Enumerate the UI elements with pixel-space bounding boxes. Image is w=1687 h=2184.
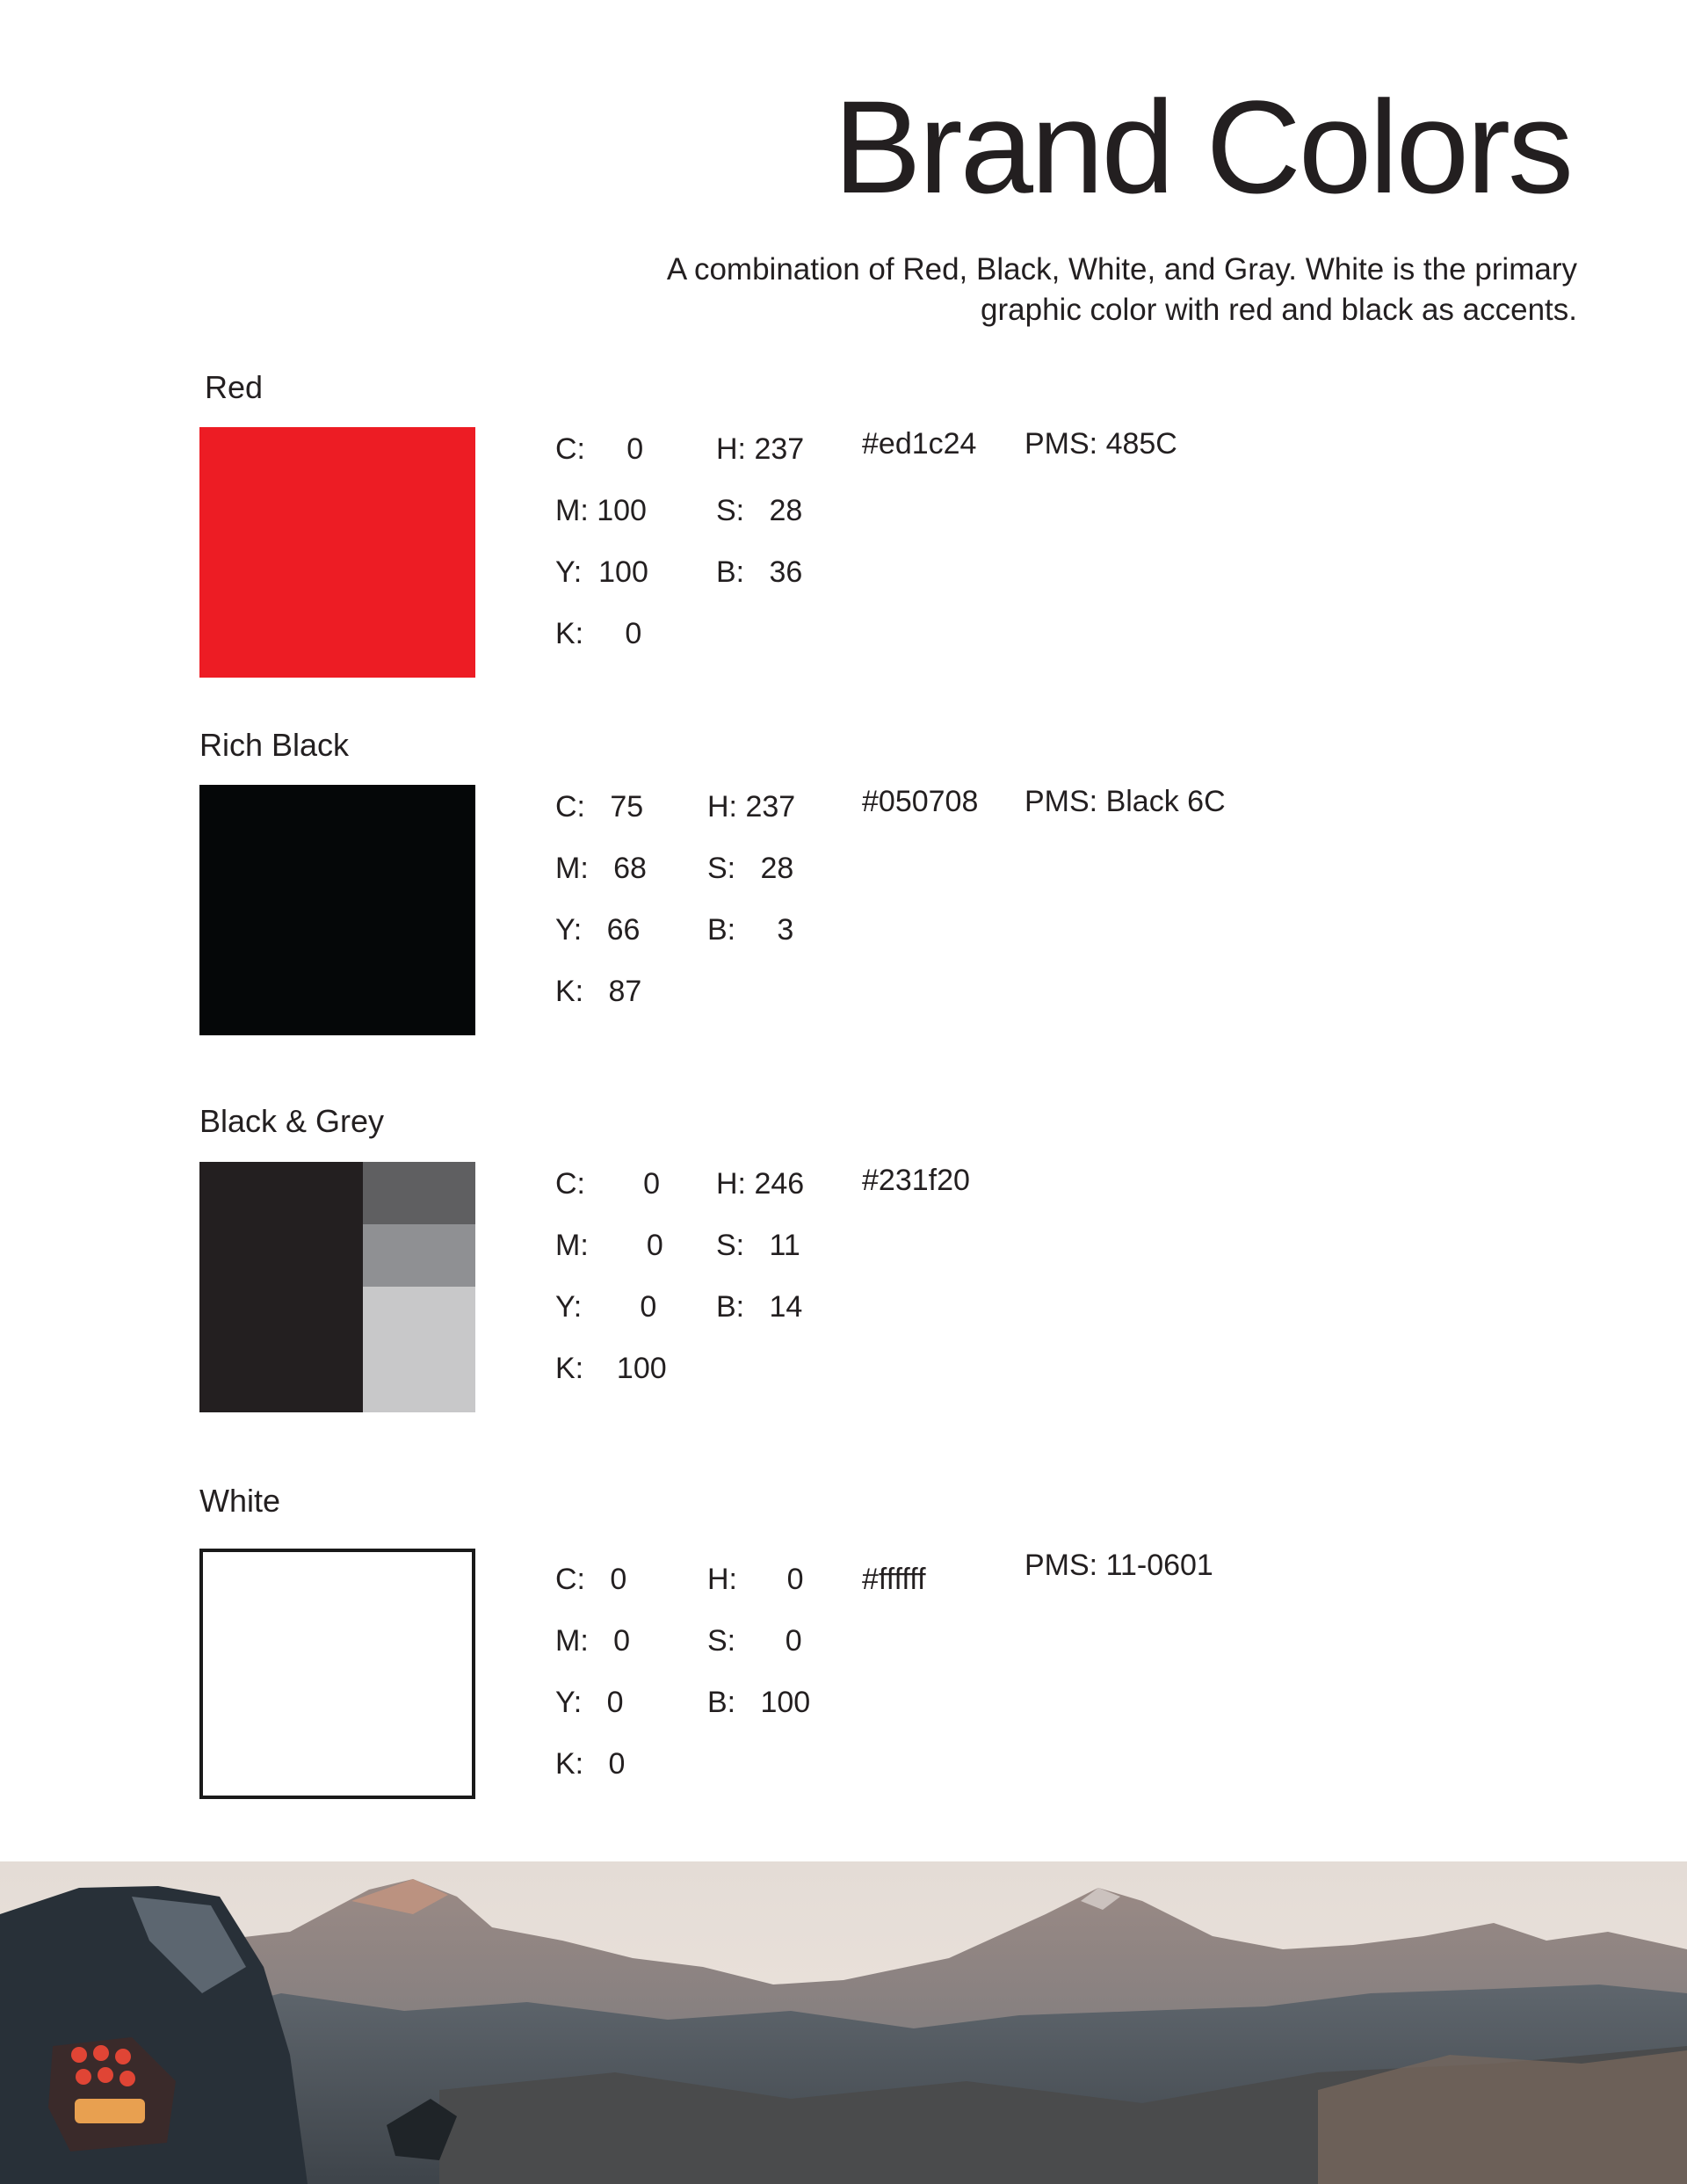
cmyk-y: Y: 100 bbox=[555, 555, 648, 589]
hsb-b: B: 3 bbox=[707, 913, 794, 947]
subtitle-line-1: A combination of Red, Black, White, and Gray. White is the primary bbox=[666, 252, 1577, 287]
cmyk-y: Y: 66 bbox=[555, 913, 641, 947]
hsb-b: B: 14 bbox=[716, 1290, 803, 1324]
hsb-s: S: 28 bbox=[716, 494, 803, 527]
pms-code: PMS: 11-0601 bbox=[1025, 1549, 1213, 1582]
hsb-h: H: 0 bbox=[707, 1563, 804, 1596]
grey-tint-light bbox=[363, 1287, 475, 1412]
hex-code: #231f20 bbox=[862, 1164, 970, 1197]
hsb-s: S: 0 bbox=[707, 1624, 802, 1658]
page-subtitle bbox=[611, 250, 1577, 330]
black-grey-swatch bbox=[199, 1162, 475, 1412]
cmyk-k: K: 0 bbox=[555, 617, 642, 650]
hsb-s: S: 11 bbox=[716, 1229, 800, 1262]
grey-tint-mid bbox=[363, 1224, 475, 1287]
hsb-h: H: 237 bbox=[707, 790, 796, 824]
color-name: Black & Grey bbox=[199, 1103, 385, 1139]
hex-code: #050708 bbox=[862, 785, 979, 818]
white-swatch bbox=[199, 1549, 475, 1799]
page-title: Brand Colors bbox=[833, 73, 1571, 221]
hex-code: #ffffff bbox=[862, 1563, 926, 1596]
cmyk-y: Y: 0 bbox=[555, 1290, 657, 1324]
hsb-b: B: 36 bbox=[716, 555, 803, 589]
hsb-b: B: 100 bbox=[707, 1686, 811, 1719]
color-name: White bbox=[199, 1483, 281, 1519]
cmyk-c: C: 0 bbox=[555, 1563, 627, 1596]
cmyk-c: C: 0 bbox=[555, 432, 644, 466]
subtitle-line-2: graphic color with red and black as accents. bbox=[981, 293, 1577, 327]
cmyk-m: M: 0 bbox=[555, 1624, 631, 1658]
hex-code: #ed1c24 bbox=[862, 427, 977, 461]
hsb-h: H: 237 bbox=[716, 432, 805, 466]
cmyk-k: K: 0 bbox=[555, 1747, 626, 1781]
cmyk-k: K: 100 bbox=[555, 1352, 667, 1385]
hsb-h: H: 246 bbox=[716, 1167, 805, 1201]
mountain-vehicle-photo bbox=[0, 1861, 1687, 2184]
rich-black-swatch bbox=[199, 785, 475, 1035]
cmyk-y: Y: 0 bbox=[555, 1686, 624, 1719]
cmyk-c: C: 75 bbox=[555, 790, 644, 824]
grey-tint-dark bbox=[363, 1162, 475, 1224]
hsb-s: S: 28 bbox=[707, 852, 794, 885]
pms-code: PMS: Black 6C bbox=[1025, 785, 1226, 818]
cmyk-m: M: 68 bbox=[555, 852, 647, 885]
color-name: Red bbox=[205, 369, 264, 405]
cmyk-k: K: 87 bbox=[555, 975, 642, 1008]
red-swatch bbox=[199, 427, 475, 678]
mountain-vehicle-illustration bbox=[0, 1861, 1687, 2184]
cmyk-m: M: 0 bbox=[555, 1229, 663, 1262]
color-name: Rich Black bbox=[199, 727, 350, 763]
cmyk-c: C: 0 bbox=[555, 1167, 661, 1201]
pms-code: PMS: 485C bbox=[1025, 427, 1177, 461]
cmyk-m: M: 100 bbox=[555, 494, 647, 527]
